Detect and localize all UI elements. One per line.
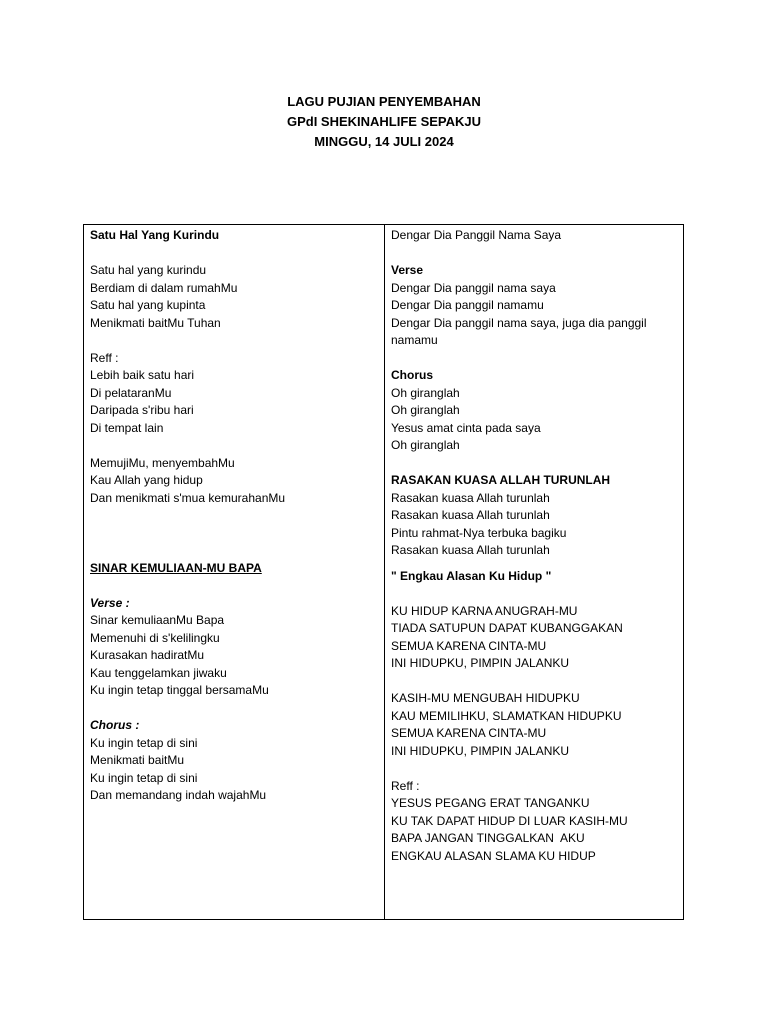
lyric-line: KAU MEMILIHKU, SLAMATKAN HIDUPKU xyxy=(391,708,622,723)
lyric-line: SEMUA KARENA CINTA-MU xyxy=(391,638,547,653)
lyric-line: Oh giranglah xyxy=(391,385,460,400)
lyric-line: Pintu rahmat-Nya terbuka bagiku xyxy=(391,525,567,540)
lyric-line: Lebih baik satu hari xyxy=(90,368,195,382)
lyric-line: Kau Allah yang hidup xyxy=(90,473,203,487)
lyric-line: TIADA SATUPUN DAPAT KUBANGGAKAN xyxy=(391,621,623,635)
lyric-line: Rasakan kuasa Allah turunlah xyxy=(391,508,550,522)
lyric-line: Rasakan kuasa Allah turunlah xyxy=(391,490,550,505)
lyric-line: INI HIDUPKU, PIMPIN JALANKU xyxy=(391,743,570,758)
song-title: Dengar Dia Panggil Nama Saya xyxy=(391,228,562,242)
lyric-line: Dengar Dia panggil nama saya, juga dia panggil namamu xyxy=(391,315,647,347)
lyric-line: Menikmati baitMu Tuhan xyxy=(90,315,221,330)
song-title: Satu Hal Yang Kurindu xyxy=(90,228,220,242)
lyric-line: MemujiMu, menyembahMu xyxy=(90,455,235,470)
lyric-line: Dan menikmati s'mua kemurahanMu xyxy=(90,490,286,505)
lyric-line: Satu hal yang kupinta xyxy=(90,298,206,312)
header-title: LAGU PUJIAN PENYEMBAHAN xyxy=(287,94,481,109)
lyric-line: Kau tenggelamkan jiwaku xyxy=(90,665,227,680)
lyric-line: Dan memandang indah wajahMu xyxy=(90,788,267,802)
lyric-line: Ku ingin tetap di sini xyxy=(90,735,198,750)
section-label: Reff : xyxy=(391,778,420,793)
lyric-line: Rasakan kuasa Allah turunlah xyxy=(391,543,550,557)
lyric-line: Yesus amat cinta pada saya xyxy=(391,420,541,435)
lyric-line: Daripada s'ribu hari xyxy=(90,403,194,417)
lyric-line: INI HIDUPKU, PIMPIN JALANKU xyxy=(391,656,570,670)
right-column xyxy=(385,225,683,919)
lyric-line: SEMUA KARENA CINTA-MU xyxy=(391,726,547,740)
lyric-line: KU HIDUP KARNA ANUGRAH-MU xyxy=(391,603,578,618)
lyric-line: Memenuhi di s'kelilingku xyxy=(90,630,220,645)
lyric-line: YESUS PEGANG ERAT TANGANKU xyxy=(391,796,590,810)
section-label: Reff : xyxy=(90,350,119,365)
lyric-line: Oh giranglah xyxy=(391,403,460,417)
lyric-line: Sinar kemuliaanMu Bapa xyxy=(90,613,225,627)
song-table xyxy=(83,224,684,920)
lyric-line: Berdiam di dalam rumahMu xyxy=(90,280,238,295)
lyric-line: Kurasakan hadiratMu xyxy=(90,648,205,662)
left-column xyxy=(84,225,385,919)
song-title: RASAKAN KUASA ALLAH TURUNLAH xyxy=(391,473,611,487)
header-date: MINGGU, 14 JULI 2024 xyxy=(314,134,454,149)
document-header xyxy=(0,92,768,152)
lyric-line: KASIH-MU MENGUBAH HIDUPKU xyxy=(391,691,580,705)
lyric-line: KU TAK DAPAT HIDUP DI LUAR KASIH-MU xyxy=(391,813,628,828)
section-label: Verse xyxy=(391,263,424,277)
lyric-line: Satu hal yang kurindu xyxy=(90,263,207,277)
lyric-line: Ku ingin tetap tinggal bersamaMu xyxy=(90,683,269,697)
song-title: " Engkau Alasan Ku Hidup " xyxy=(391,568,552,583)
lyric-line: Di tempat lain xyxy=(90,420,164,435)
lyric-line: ENGKAU ALASAN SLAMA KU HIDUP xyxy=(391,848,596,863)
lyric-line: BAPA JANGAN TINGGALKAN AKU xyxy=(391,831,585,845)
lyric-line: Dengar Dia panggil namamu xyxy=(391,298,544,312)
lyric-line: Dengar Dia panggil nama saya xyxy=(391,280,556,295)
lyric-line: Menikmati baitMu xyxy=(90,753,185,767)
section-label: Chorus xyxy=(391,368,433,382)
section-label: Chorus : xyxy=(90,718,140,732)
section-label: Verse : xyxy=(90,595,130,610)
lyric-line: Oh giranglah xyxy=(391,438,460,452)
song-title: SINAR KEMULIAAN-MU BAPA xyxy=(90,560,262,575)
lyric-line: Di pelataranMu xyxy=(90,385,172,400)
header-church: GPdI SHEKINAHLIFE SEPAKJU xyxy=(286,114,482,129)
lyric-line: Ku ingin tetap di sini xyxy=(90,770,198,785)
